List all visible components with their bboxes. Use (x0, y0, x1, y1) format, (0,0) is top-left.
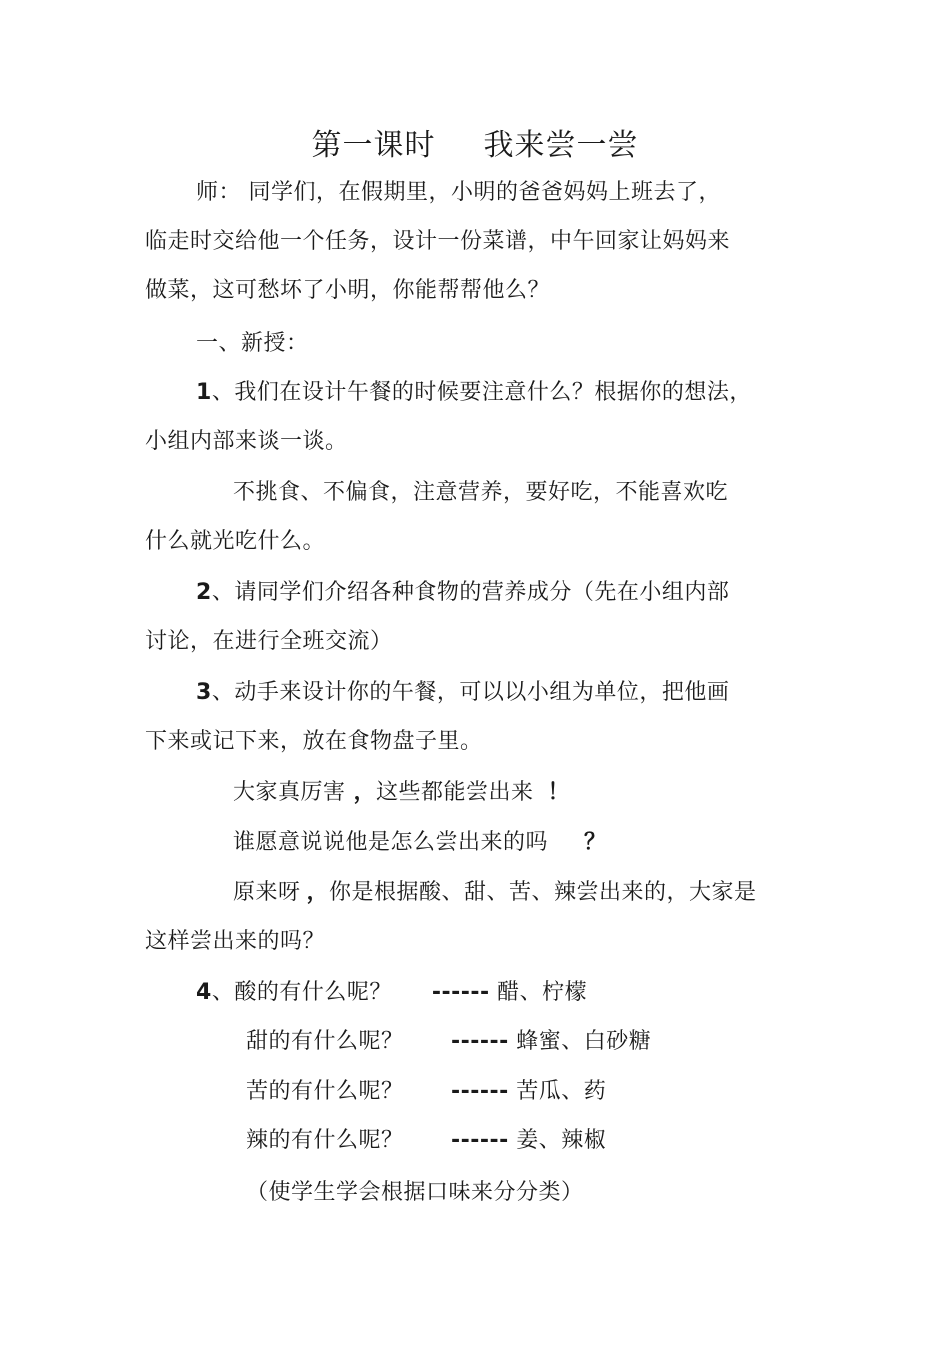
question-1-number: 1 (196, 380, 212, 405)
question-1-text: 、我们在设计午餐的时候要注意什么？根据你的想法， (211, 380, 752, 405)
praise-line-b (233, 828, 607, 858)
taste-answer-sour: 醋、柠檬 (497, 980, 588, 1005)
taste-note: （使学生学会根据口味来分分类） (246, 1180, 584, 1205)
intro-line-2: 临走时交给他一个任务，设计一份菜谱，中午回家让妈妈来 (145, 229, 731, 254)
praise-a-comma: ， (353, 780, 377, 805)
title-part-1: 第一课时 (311, 128, 436, 163)
taste-row-sweet (246, 1027, 651, 1057)
taste-question-bitter: 苦的有什么呢？ (246, 1079, 404, 1104)
section-heading: 一、新授： (196, 331, 309, 356)
question-2-text: 、请同学们介绍各种食物的营养成分（先在小组内部 (211, 580, 730, 605)
taste-question-sour: 、酸的有什么呢？ (211, 980, 392, 1005)
question-3-text: 、动手来设计你的午餐，可以以小组为单位，把他画 (211, 680, 730, 705)
question-1-line-1 (196, 378, 752, 408)
question-3-number: 3 (196, 680, 212, 705)
title-part-2: 我来尝一尝 (483, 128, 639, 163)
taste-dash-spicy: ------ (451, 1128, 509, 1153)
question-3-line-2: 下来或记下来，放在食物盘子里。 (145, 729, 483, 754)
question-4-number: 4 (196, 980, 212, 1005)
praise-c-text-2: 你是根据酸、甜、苦、辣尝出来的，大家是 (329, 880, 757, 905)
question-2-line-1 (196, 578, 729, 608)
taste-dash-sweet: ------ (451, 1029, 509, 1054)
taste-dash-bitter: ------ (451, 1079, 509, 1104)
praise-line-c-2: 这样尝出来的吗？ (145, 929, 326, 954)
taste-answer-sweet: 蜂蜜、白砂糖 (516, 1029, 652, 1054)
question-1-line-2: 小组内部来谈一谈。 (145, 429, 348, 454)
praise-a-text-2: 这些都能尝出来 (376, 780, 534, 805)
taste-answer-bitter: 苦瓜、药 (516, 1079, 607, 1104)
taste-row-spicy (246, 1126, 606, 1156)
praise-c-comma: ， (306, 880, 330, 905)
taste-question-spicy: 辣的有什么呢？ (246, 1128, 404, 1153)
taste-question-sweet: 甜的有什么呢？ (246, 1029, 404, 1054)
intro-line-1: 师： 同学们，在假期里，小明的爸爸妈妈上班去了， (196, 180, 721, 205)
question-2-line-2: 讨论，在进行全班交流） (145, 629, 393, 654)
answer-1-line-2: 什么就光吃什么。 (145, 529, 326, 554)
taste-answer-spicy: 姜、辣椒 (516, 1128, 607, 1153)
praise-line-c (233, 878, 757, 908)
praise-b-mark: ？ (584, 830, 607, 855)
taste-row-bitter (246, 1077, 606, 1107)
page-title (0, 126, 950, 166)
intro-line-3: 做菜，这可愁坏了小明，你能帮帮他么？ (145, 278, 551, 303)
praise-a-text: 大家真厉害 (233, 780, 346, 805)
praise-a-mark: ！ (547, 780, 571, 805)
question-2-number: 2 (196, 580, 212, 605)
taste-dash-sour: ------ (431, 980, 490, 1005)
praise-c-text: 原来呀 (233, 880, 301, 905)
question-3-line-1 (196, 678, 729, 708)
praise-b-text: 谁愿意说说他是怎么尝出来的吗 (233, 830, 549, 855)
taste-row-sour (196, 978, 587, 1008)
praise-line-a (233, 778, 570, 808)
answer-1-line-1: 不挑食、不偏食，注意营养，要好吃，不能喜欢吃 (233, 480, 729, 505)
